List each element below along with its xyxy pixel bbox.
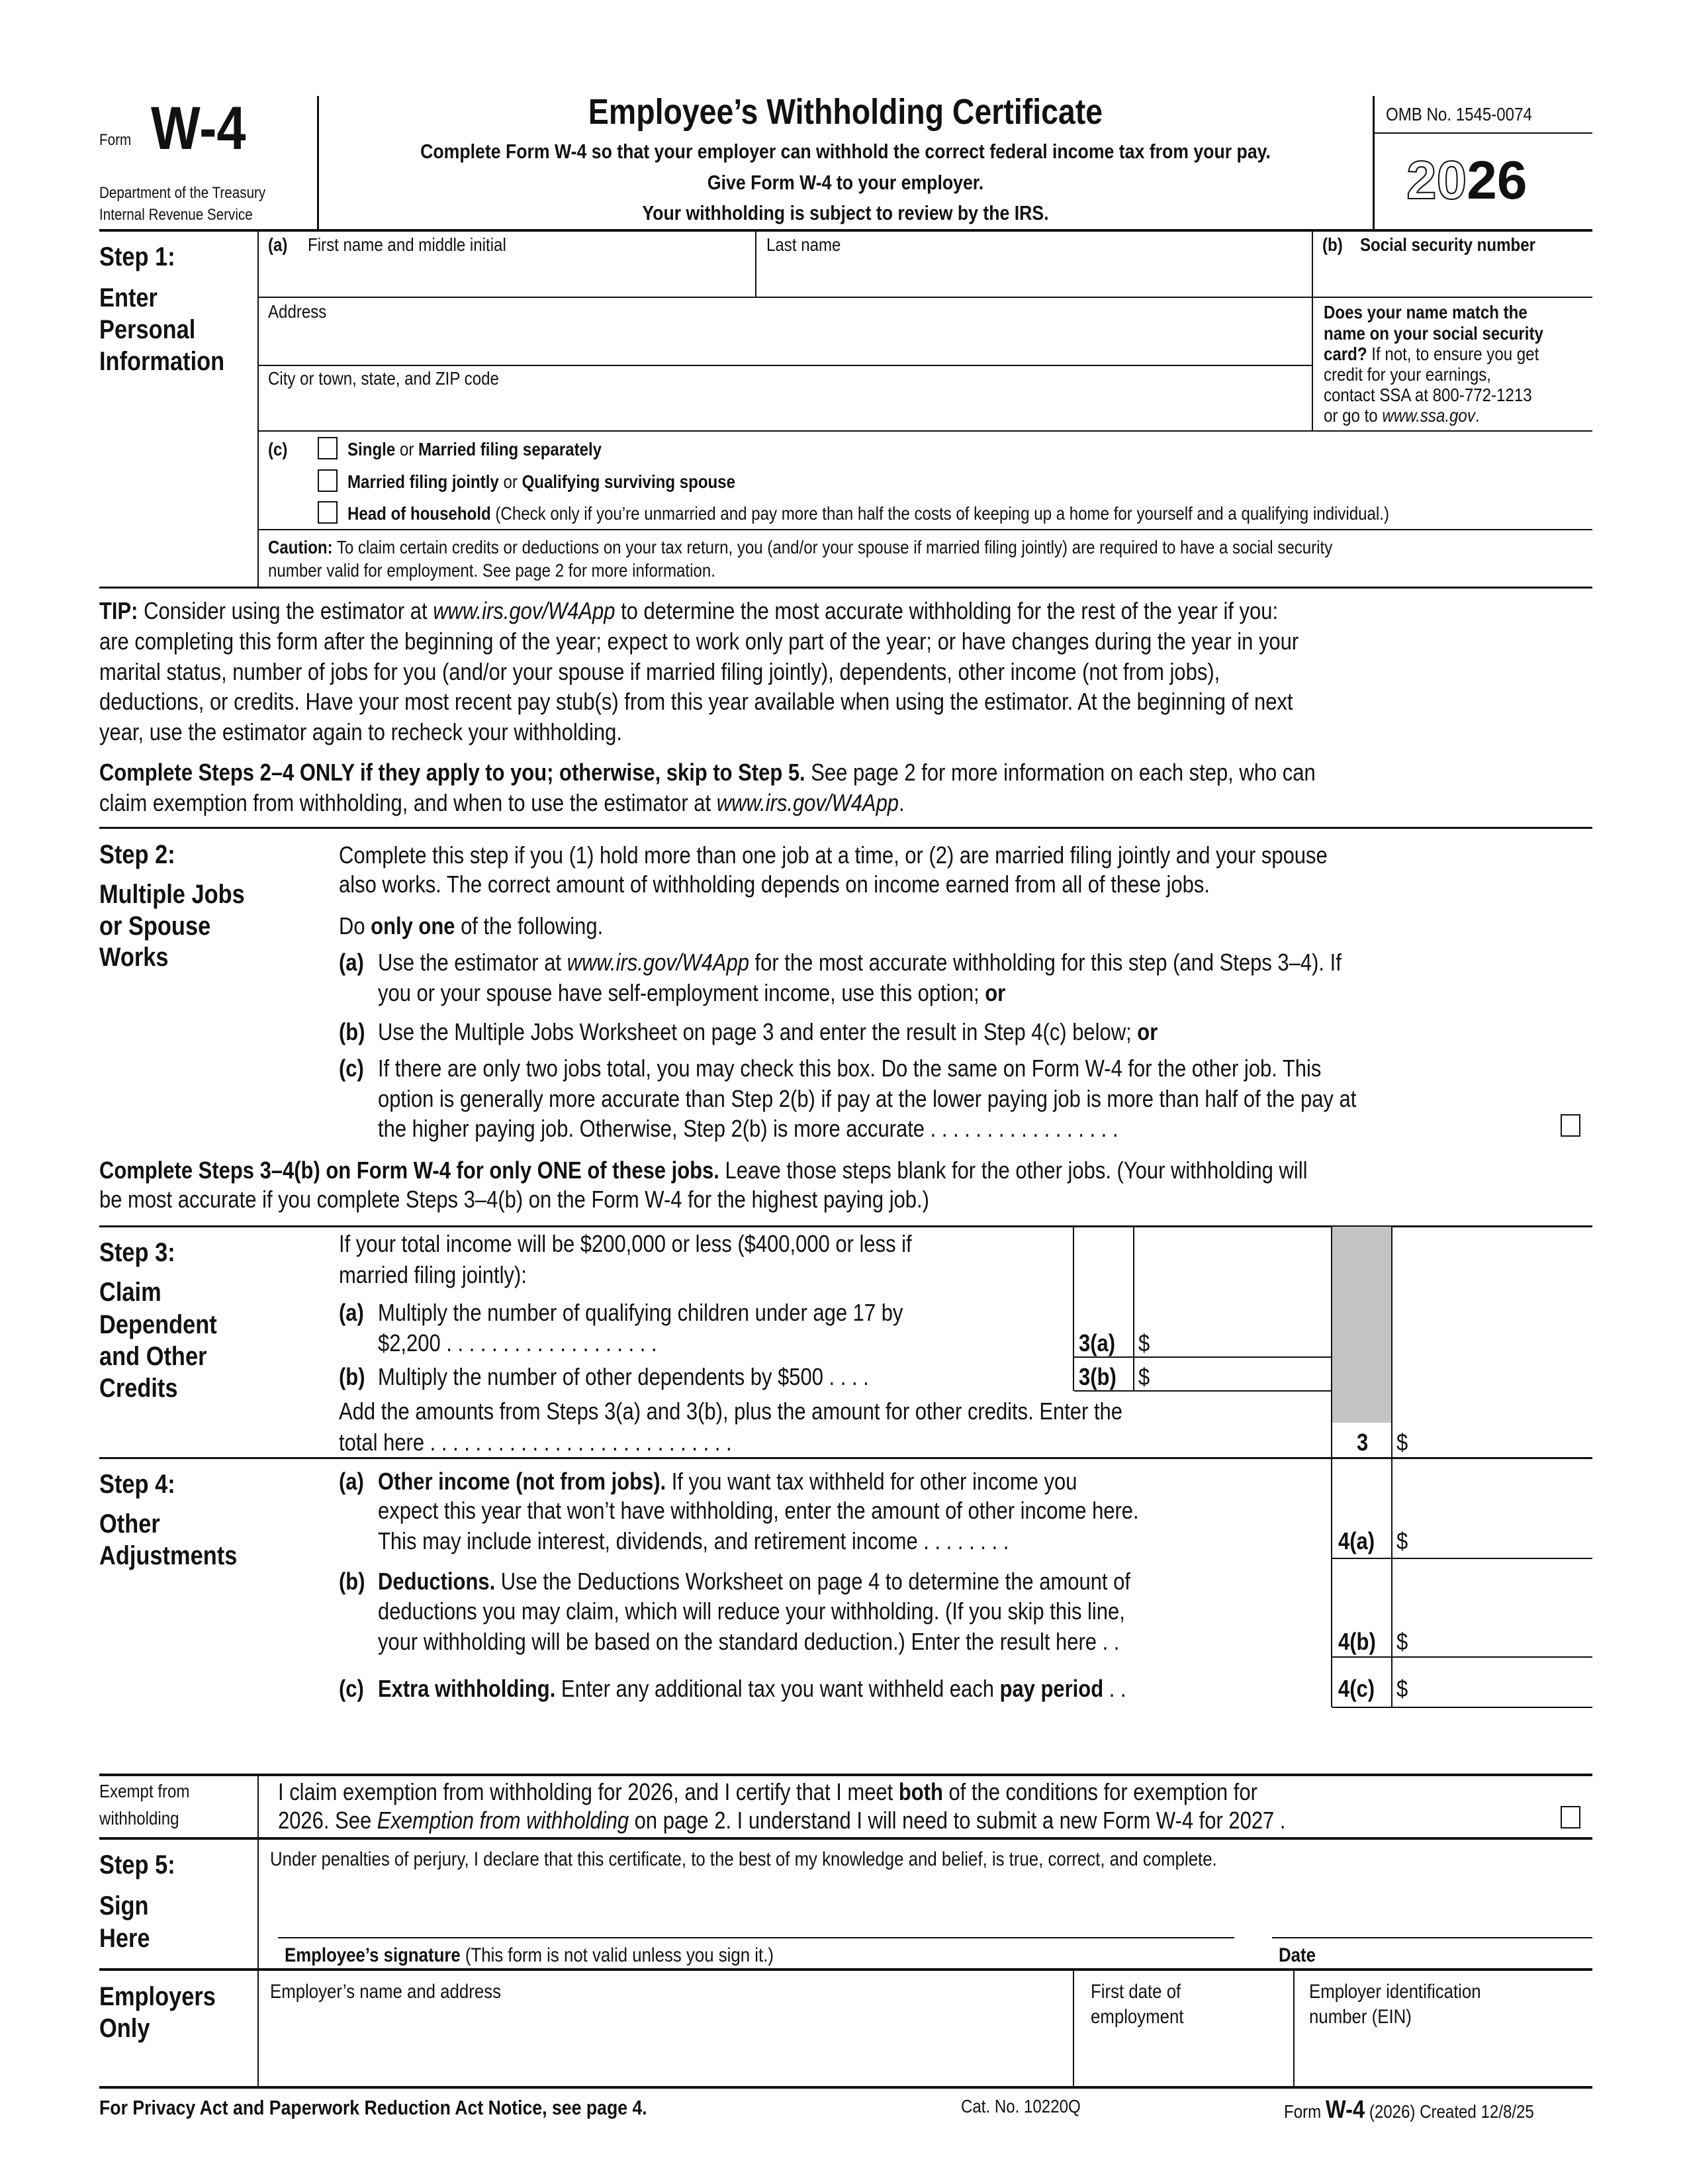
text-segment: to determine the most accurate withholding for the rest of the year if you: xyxy=(615,597,1279,624)
text-segment: or xyxy=(498,471,522,492)
step2-option-b xyxy=(378,1020,1158,1044)
line-marker-a: (a) xyxy=(339,1299,364,1326)
text-segment: you or your spouse have self-employment income, use this option; xyxy=(378,979,985,1006)
line-marker-c: (c) xyxy=(339,1675,364,1702)
complete-steps-note xyxy=(99,761,1316,784)
divider xyxy=(99,1774,1592,1776)
text-segment: If not, to ensure you get xyxy=(1367,344,1539,364)
signature-field[interactable] xyxy=(278,1880,1234,1937)
first-date-label: employment xyxy=(1091,2006,1184,2028)
divider xyxy=(317,96,319,230)
filing-status-head-of-household xyxy=(347,504,1389,523)
divider xyxy=(1073,1227,1074,1391)
step3-title: Dependent xyxy=(99,1310,217,1339)
dollar-sign: $ xyxy=(1396,1675,1408,1702)
text-segment: www.irs.gov/W4App xyxy=(567,949,749,976)
text-segment: See page 2 for more information on each step, who can xyxy=(805,759,1316,786)
amount-3a-input[interactable] xyxy=(1134,1317,1332,1356)
step2-do-only xyxy=(339,914,603,938)
text-segment: expect this year that won’t have withholding, enter the amount of other income here. xyxy=(378,1497,1139,1524)
text-segment: www.irs.gov/W4App xyxy=(433,597,616,624)
text-segment: be most accurate if you complete Steps 3–4(b) on the Form W-4 for the highest paying job.) xyxy=(99,1186,929,1213)
ein-label: Employer identification xyxy=(1309,1981,1481,2003)
text-segment: 2026. See xyxy=(278,1807,377,1834)
dollar-sign: $ xyxy=(1138,1363,1150,1390)
complete-steps-note xyxy=(99,791,905,815)
step4-line-b xyxy=(378,1630,1119,1654)
text-segment: Use the estimator at xyxy=(378,949,567,976)
text-segment: Leave those steps blank for the other jobs. (Your withholding will xyxy=(719,1157,1308,1184)
dept-treasury: Department of the Treasury xyxy=(99,184,266,202)
text-segment: or xyxy=(395,439,419,459)
amount-3-input[interactable] xyxy=(1392,1423,1592,1457)
line-marker-a: (a) xyxy=(339,1468,364,1495)
step4-line-a xyxy=(378,1499,1139,1523)
text-segment: . xyxy=(899,789,905,816)
text-segment: claim exemption from withholding, and when to use the estimator at xyxy=(99,789,717,816)
signature-label xyxy=(285,1946,774,1966)
step3-add-line: total here . . . . . . . . . . . . . . . . . . . . . . . . . . . xyxy=(339,1429,732,1456)
text-segment: Single xyxy=(347,439,396,459)
step3-add-line: Add the amounts from Steps 3(a) and 3(b), plus the amount for other credits. Enter the xyxy=(339,1398,1122,1425)
text-segment: or xyxy=(1137,1018,1158,1045)
year-bold: 26 xyxy=(1467,150,1527,211)
text-segment: Caution: xyxy=(268,537,333,557)
address-field[interactable] xyxy=(259,298,1312,365)
step2-intro: Complete this step if you (1) hold more than one job at a time, or (2) are married filing jointly and your spouse xyxy=(339,841,1328,869)
dollar-sign: $ xyxy=(1396,1429,1408,1456)
step1-title: Information xyxy=(99,347,225,376)
subtitle-1: Complete Form W-4 so that your employer can withhold the correct federal income tax from your pay. xyxy=(420,140,1271,163)
text-segment: I claim exemption from withholding for 2026, and I certify that I meet xyxy=(278,1778,899,1805)
divider xyxy=(259,529,1592,530)
text-segment: . . xyxy=(1103,1675,1126,1702)
caution-line xyxy=(268,538,1332,557)
two-jobs-checkbox[interactable] xyxy=(1561,1114,1580,1137)
text-segment: deductions you may claim, which will reduce your withholding. (If you skip this line, xyxy=(378,1597,1125,1625)
footer-form-id xyxy=(1284,2097,1534,2122)
last-name-label: Last name xyxy=(766,234,841,255)
text-segment: of the following. xyxy=(455,912,604,939)
step3-line-a: Multiply the number of qualifying children under age 17 by xyxy=(378,1299,903,1326)
footer-form-number: W-4 xyxy=(1325,2096,1365,2124)
date-label: Date xyxy=(1279,1944,1316,1966)
text-segment: marital status, number of jobs for you (and/or your spouse if married filing jointly), dependents, other income (not from jobs), xyxy=(99,658,1220,685)
text-segment: To claim certain credits or deductions on your tax return, you (and/or your spouse if married filing jointly) are required to have a social security xyxy=(332,537,1333,557)
tip-line xyxy=(99,660,1220,684)
amount-4c-input[interactable] xyxy=(1392,1658,1592,1707)
subtitle-3: Your withholding is subject to review by the IRS. xyxy=(642,201,1049,224)
tip-line xyxy=(99,630,1299,653)
text-segment: or xyxy=(985,979,1006,1006)
employer-name-label: Employer’s name and address xyxy=(270,1981,501,2003)
employers-title: Only xyxy=(99,2014,150,2043)
ssn-note-line xyxy=(1324,386,1532,404)
text-segment: Use the Multiple Jobs Worksheet on page 3 and enter the result in Step 4(c) below; xyxy=(378,1018,1138,1045)
filing-status-married-jointly xyxy=(347,473,735,491)
ssn-note-line xyxy=(1324,303,1527,322)
step4-line-b xyxy=(378,1570,1130,1593)
perjury-statement: Under penalties of perjury, I declare that this certificate, to the best of my knowledge and belief, is true, correct, and complete. xyxy=(270,1848,1217,1870)
divider xyxy=(1332,1707,1592,1708)
step4-title: Other xyxy=(99,1509,160,1539)
step2-option-c: the higher paying job. Otherwise, Step 2(b) is more accurate . . . . . . . . . . . . . . . . . xyxy=(378,1115,1118,1142)
step4-line-c xyxy=(378,1677,1126,1701)
divider xyxy=(99,2086,1592,2089)
footer-form-suffix: (2026) Created 12/8/25 xyxy=(1369,2101,1534,2122)
step3-title: Credits xyxy=(99,1374,178,1403)
text-segment: credit for your earnings, xyxy=(1324,364,1491,385)
step3-line-b: Multiply the number of other dependents by $500 . . . . xyxy=(378,1363,869,1390)
divider xyxy=(259,430,1592,432)
text-segment: Extra withholding. xyxy=(378,1675,556,1702)
step4-line-a xyxy=(378,1529,1009,1553)
text-segment: deductions, or credits. Have your most recent pay stub(s) from this year available when using the estimator. At the beginning of next xyxy=(99,688,1293,715)
divider xyxy=(1074,1390,1332,1392)
complete-3-4b-note xyxy=(99,1188,929,1211)
box-4c-label: 4(c) xyxy=(1338,1675,1375,1702)
text-segment: If you want tax withheld for other income you xyxy=(666,1468,1077,1495)
text-segment: This may include interest, dividends, and retirement income . . . . . . . . xyxy=(378,1527,1009,1554)
divider xyxy=(99,827,1592,829)
box-3b-label: 3(b) xyxy=(1079,1363,1117,1390)
divider xyxy=(1374,132,1592,134)
text-segment: Exemption from withholding xyxy=(377,1807,629,1834)
step1-title: Personal xyxy=(99,315,196,344)
amount-4a-input[interactable] xyxy=(1392,1459,1592,1558)
exempt-label: withholding xyxy=(99,1808,179,1828)
footer-form-word: Form xyxy=(1284,2101,1322,2122)
step2-option-a xyxy=(378,981,1005,1005)
dollar-sign: $ xyxy=(1396,1628,1408,1655)
step4-label: Step 4: xyxy=(99,1470,175,1499)
step3-title: and Other xyxy=(99,1342,207,1371)
text-segment: . xyxy=(1475,405,1480,426)
text-segment: your withholding will be based on the standard deduction.) Enter the result here . . xyxy=(378,1628,1120,1655)
step1-title: Enter xyxy=(99,283,158,312)
text-segment: Do xyxy=(339,912,371,939)
step3-title: Claim xyxy=(99,1278,161,1307)
box-3a-label: 3(a) xyxy=(1079,1329,1116,1356)
step5-title: Here xyxy=(99,1924,150,1953)
step5-label: Step 5: xyxy=(99,1850,175,1879)
subtitle-2: Give Form W-4 to your employer. xyxy=(707,171,984,194)
ssn-note-line xyxy=(1324,345,1539,363)
first-name-label: First name and middle initial xyxy=(308,234,506,255)
ssn-label: Social security number xyxy=(1360,234,1535,255)
shaded-cell xyxy=(1332,1227,1391,1423)
box-4b-label: 4(b) xyxy=(1338,1628,1376,1655)
city-label: City or town, state, and ZIP code xyxy=(268,368,499,389)
text-segment: Head of household xyxy=(347,503,491,524)
dollar-sign: $ xyxy=(1396,1527,1408,1554)
text-segment: Employee’s signature xyxy=(285,1944,461,1966)
text-segment: on page 2. I understand I will need to submit a new Form W-4 for 2027 . xyxy=(629,1807,1286,1834)
text-segment: Deductions. xyxy=(378,1568,496,1595)
form-word: Form xyxy=(99,131,132,149)
option-marker-a: (a) xyxy=(339,949,364,976)
privacy-notice: For Privacy Act and Paperwork Reduction Act Notice, see page 4. xyxy=(99,2096,647,2119)
single-checkbox[interactable] xyxy=(318,437,338,459)
divider xyxy=(1331,1227,1332,1707)
step4-line-a xyxy=(378,1470,1077,1494)
address-label: Address xyxy=(268,301,327,322)
dollar-sign: $ xyxy=(1138,1329,1150,1356)
year-outline: 20 xyxy=(1406,150,1467,211)
step4-line-b xyxy=(378,1599,1125,1623)
text-segment: of the conditions for exemption for xyxy=(942,1778,1257,1805)
text-segment: are completing this form after the beginning of the year; expect to work only part of the year; or have changes during the year in your xyxy=(99,628,1299,655)
ssn-note-line xyxy=(1324,365,1491,384)
signature-line xyxy=(278,1937,1234,1938)
text-segment: both xyxy=(898,1778,943,1805)
ssn-note-line xyxy=(1324,324,1543,343)
step2-title: Multiple Jobs xyxy=(99,880,245,909)
exempt-checkbox[interactable] xyxy=(1561,1806,1580,1828)
exempt-statement xyxy=(278,1780,1257,1804)
text-segment: Married filing separately xyxy=(418,439,602,459)
box-3-label: 3 xyxy=(1357,1429,1369,1456)
step1-label: Step 1: xyxy=(99,242,175,271)
complete-3-4b-note xyxy=(99,1159,1307,1182)
irs-label: Internal Revenue Service xyxy=(99,206,253,224)
text-segment: or go to xyxy=(1324,405,1383,426)
form-title: Employee’s Withholding Certificate xyxy=(588,92,1103,132)
caution-line xyxy=(268,561,715,580)
option-marker-b: (b) xyxy=(339,1018,365,1045)
tax-year xyxy=(1406,150,1527,211)
ein-label: number (EIN) xyxy=(1309,2006,1412,2028)
date-field[interactable] xyxy=(1272,1880,1592,1937)
amount-4b-input[interactable] xyxy=(1392,1559,1592,1656)
catalog-number: Cat. No. 10220Q xyxy=(961,2096,1081,2116)
exempt-label: Exempt from xyxy=(99,1781,190,1801)
step3-label: Step 3: xyxy=(99,1238,175,1267)
text-segment: www.irs.gov/W4App xyxy=(716,789,899,816)
box-4a-label: 4(a) xyxy=(1338,1527,1375,1554)
step3-line-a: $2,200 . . . . . . . . . . . . . . . . . . . xyxy=(378,1329,657,1356)
field-marker-b: (b) xyxy=(1322,234,1343,255)
ssn-note-line xyxy=(1324,406,1480,425)
text-segment: pay period xyxy=(999,1675,1104,1702)
text-segment: Consider using the estimator at xyxy=(138,597,433,624)
text-segment: TIP: xyxy=(99,597,138,624)
divider xyxy=(1373,96,1375,230)
step2-title: or Spouse xyxy=(99,912,211,941)
text-segment: name on your social security xyxy=(1324,323,1543,344)
date-line xyxy=(1272,1937,1592,1938)
step2-label: Step 2: xyxy=(99,840,175,869)
divider xyxy=(99,1457,1592,1459)
text-segment: year, use the estimator again to recheck your withholding. xyxy=(99,718,622,745)
employers-title: Employers xyxy=(99,1982,216,2011)
line-marker-b: (b) xyxy=(339,1568,365,1595)
tip-line xyxy=(99,599,1278,623)
text-segment: for the most accurate withholding for this step (and Steps 3–4). If xyxy=(749,949,1342,976)
omb-number: OMB No. 1545-0074 xyxy=(1386,104,1532,124)
text-segment: Qualifying surviving spouse xyxy=(522,471,736,492)
text-segment: Use the Deductions Worksheet on page 4 to determine the amount of xyxy=(495,1568,1130,1595)
line-marker-b: (b) xyxy=(339,1363,365,1390)
option-marker-c: (c) xyxy=(339,1055,364,1082)
step2-title: Works xyxy=(99,943,169,972)
text-segment: card? xyxy=(1324,344,1367,364)
divider xyxy=(99,1837,1592,1840)
first-date-label: First date of xyxy=(1091,1981,1181,2003)
text-segment: Complete Steps 2–4 ONLY if they apply to you; otherwise, skip to Step 5. xyxy=(99,759,805,786)
step2-option-a xyxy=(378,951,1342,974)
text-segment: (This form is not valid unless you sign it.) xyxy=(460,1944,774,1966)
head-of-household-checkbox[interactable] xyxy=(318,501,338,524)
text-segment: www.ssa.gov xyxy=(1382,405,1475,426)
divider xyxy=(99,587,1592,589)
step2-option-c: option is generally more accurate than Step 2(b) if pay at the lower paying job is more than half of the pay at xyxy=(378,1085,1357,1112)
step4-title: Adjustments xyxy=(99,1541,238,1570)
amount-3b-input[interactable] xyxy=(1134,1358,1332,1390)
text-segment: Married filing jointly xyxy=(347,471,499,492)
tip-line xyxy=(99,720,622,744)
text-segment: (Check only if you’re unmarried and pay more than half the costs of keeping up a home for yourself and a qualifying individual.) xyxy=(490,503,1389,524)
step3-intro: If your total income will be $200,000 or less ($400,000 or less if xyxy=(339,1230,912,1257)
step2-intro: also works. The correct amount of withholding depends on income earned from all of these jobs. xyxy=(339,871,1210,898)
filing-status-single xyxy=(347,440,602,459)
field-marker-a: (a) xyxy=(268,234,288,255)
form-number: W-4 xyxy=(151,95,246,162)
text-segment: contact SSA at 800-772-1213 xyxy=(1324,385,1532,405)
step5-title: Sign xyxy=(99,1891,149,1921)
text-segment: Enter any additional tax you want withheld each xyxy=(555,1675,1000,1702)
text-segment: only one xyxy=(371,912,455,939)
tip-line xyxy=(99,690,1293,714)
text-segment: Other income (not from jobs). xyxy=(378,1468,666,1495)
exempt-statement xyxy=(278,1809,1285,1832)
field-marker-c: (c) xyxy=(268,439,288,459)
step2-option-c: If there are only two jobs total, you may check this box. Do the same on Form W-4 for the other job. This xyxy=(378,1055,1322,1082)
text-segment: Does your name match the xyxy=(1324,302,1527,322)
text-segment: Complete Steps 3–4(b) on Form W-4 for only ONE of these jobs. xyxy=(99,1157,719,1184)
text-segment: number valid for employment. See page 2 for more information. xyxy=(268,560,715,581)
step3-intro: married filing jointly): xyxy=(339,1261,527,1288)
married-jointly-checkbox[interactable] xyxy=(318,469,338,492)
